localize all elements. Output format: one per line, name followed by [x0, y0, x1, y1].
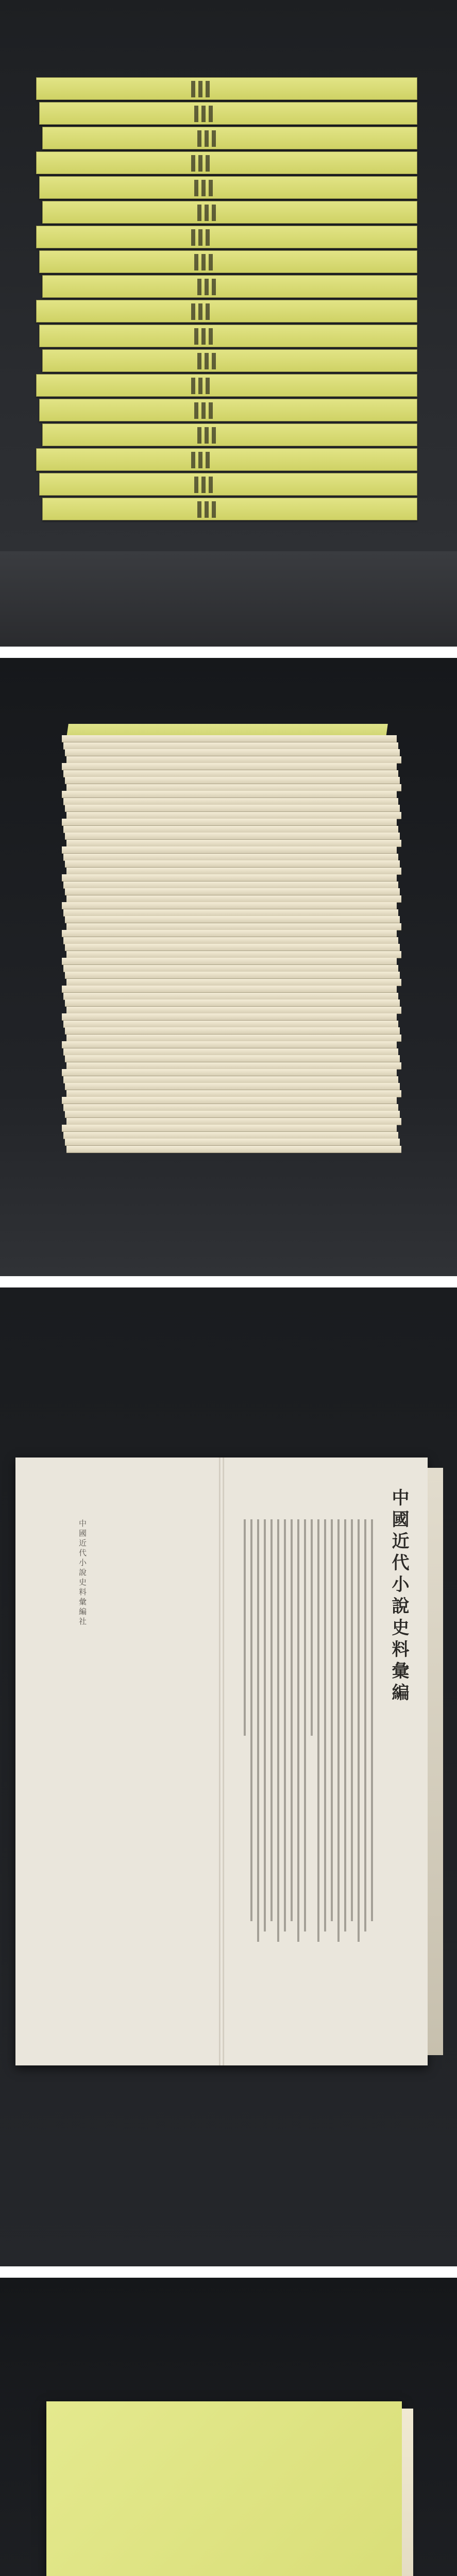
book-spine [36, 374, 417, 397]
text-line [291, 1519, 293, 1921]
spine-label [198, 378, 202, 394]
spine-label [205, 427, 209, 444]
page-edge-layer [62, 930, 397, 937]
spine-label [206, 452, 210, 468]
page-edge-layer [66, 1090, 401, 1097]
series-title: 中國近代小說史料彙編 [388, 1488, 409, 1705]
page-edge-layer [66, 1035, 401, 1042]
spine-label [206, 303, 210, 320]
page-edge-layer [65, 777, 400, 784]
page-edge-layer [63, 882, 398, 889]
open-book-spread [15, 1458, 428, 2065]
page-edge-layer [63, 798, 398, 805]
text-line [311, 1519, 313, 1736]
book-spine [42, 201, 417, 224]
page-edge-layer [65, 888, 400, 895]
text-line [324, 1519, 326, 1931]
spine-label [198, 81, 202, 97]
spine-label [197, 353, 201, 369]
spine-label [191, 303, 195, 320]
page-edge-layer [63, 993, 398, 1000]
spine-label [206, 229, 210, 246]
page-edge-layer [63, 826, 398, 833]
book-spine [39, 102, 417, 125]
spine-label [194, 402, 198, 419]
spine-label [201, 328, 206, 345]
spine-label [194, 328, 198, 345]
book-spine [39, 176, 417, 199]
spine-label [197, 130, 201, 147]
photo-book-stack-side [0, 658, 457, 1276]
spine-label [209, 328, 213, 345]
spine-label [206, 155, 210, 172]
spine-label [209, 106, 213, 122]
book-spine [36, 77, 417, 100]
page-edge-layer [62, 819, 397, 826]
spine-label [212, 353, 216, 369]
spine-label [198, 155, 202, 172]
spine-label [212, 279, 216, 295]
spine-label [205, 353, 209, 369]
spine-label [198, 229, 202, 246]
spine-label [201, 402, 206, 419]
page-edge-layer [66, 756, 401, 764]
spine-label [191, 378, 195, 394]
page-edge [428, 1468, 443, 2055]
photo-book-stack-spines [0, 0, 457, 647]
page-edge-layer [66, 784, 401, 791]
spine-label [197, 205, 201, 221]
spine-label [191, 81, 195, 97]
page-edge-layer [65, 805, 400, 812]
left-page-note: 中國近代小說史料彙編社 [78, 1519, 87, 1627]
page-edge-layer [63, 909, 398, 917]
page-edge-layer [62, 986, 397, 993]
text-line [317, 1519, 319, 1942]
page-edge-layer [63, 1104, 398, 1111]
spine-label [191, 452, 195, 468]
page-edge-layer [66, 840, 401, 847]
page-edge-layer [63, 1132, 398, 1139]
spine-label [201, 254, 206, 270]
page-edge-layer [65, 1111, 400, 1118]
page-edge-layer [66, 1062, 401, 1070]
spine-label [201, 477, 206, 493]
text-line [331, 1519, 333, 1921]
spine-stack [36, 77, 417, 522]
page-edge-layer [62, 763, 397, 770]
page-edge-layer [62, 791, 397, 798]
page-edge-layer [65, 1139, 400, 1146]
photo-back-cover [0, 2278, 457, 2576]
book-spine [39, 473, 417, 496]
spine-label [205, 279, 209, 295]
text-line [250, 1519, 252, 1921]
page-edge-layer [63, 937, 398, 944]
text-line [264, 1519, 266, 1931]
preface-text-block [242, 1519, 376, 1957]
text-line [297, 1519, 299, 1942]
book-spine [36, 226, 417, 248]
text-line [344, 1519, 346, 1931]
spine-label [197, 279, 201, 295]
spine-label [212, 427, 216, 444]
spine-label [194, 106, 198, 122]
spine-label [212, 130, 216, 147]
photo-divider [0, 1276, 457, 1287]
page-edge-layer [62, 1069, 397, 1076]
text-line [257, 1519, 259, 1942]
page-edge-layer [62, 1097, 397, 1104]
page-edges-stack [62, 735, 397, 1158]
book-spine [39, 399, 417, 421]
spine-label [205, 130, 209, 147]
page-edge-layer [66, 923, 401, 930]
page-edge-layer [62, 874, 397, 882]
spine-label [194, 254, 198, 270]
photo-divider [0, 647, 457, 658]
book-spine [42, 498, 417, 520]
spine-label [191, 229, 195, 246]
page-edge-layer [62, 958, 397, 965]
page-edge-layer [66, 1007, 401, 1014]
spine-label [201, 106, 206, 122]
spine-label [209, 180, 213, 196]
page-edge-layer [66, 951, 401, 958]
spine-label [194, 477, 198, 493]
page-edge-layer [63, 854, 398, 861]
page-edge-layer [65, 833, 400, 840]
page-edge-layer [65, 944, 400, 951]
spine-label [197, 427, 201, 444]
page-edge-layer [65, 860, 400, 868]
page-edge-layer [63, 742, 398, 750]
spine-label [194, 180, 198, 196]
page-edge-layer [62, 1013, 397, 1021]
back-cover [46, 2401, 402, 2576]
page-edge-layer [65, 1055, 400, 1062]
spine-label [209, 254, 213, 270]
table-surface [0, 551, 457, 647]
text-line [358, 1519, 360, 1942]
book-gutter [219, 1458, 224, 2065]
page-edge-layer [62, 735, 397, 742]
photo-open-spread [0, 1287, 457, 2266]
page-edge-layer [65, 916, 400, 923]
spine-label [206, 378, 210, 394]
page-edge-layer [62, 1041, 397, 1048]
page-edge-layer [66, 868, 401, 875]
book-spine [36, 151, 417, 174]
book-spine [42, 127, 417, 149]
spine-label [212, 501, 216, 518]
text-line [277, 1519, 279, 1942]
text-line [371, 1519, 373, 1921]
spine-label [198, 452, 202, 468]
page-edge-layer [62, 846, 397, 854]
page-edge-layer [63, 770, 398, 777]
page-edge-layer [63, 1048, 398, 1056]
text-line [284, 1519, 286, 1931]
spine-label [191, 155, 195, 172]
page-edge-layer [65, 972, 400, 979]
book-spine [42, 423, 417, 446]
spine-label [209, 402, 213, 419]
spine-label [197, 501, 201, 518]
text-line [337, 1519, 340, 1942]
book-spine [36, 448, 417, 471]
page-edge-layer [65, 749, 400, 756]
spine-label [209, 477, 213, 493]
page-edge-layer [63, 1076, 398, 1083]
page-edge-layer [65, 999, 400, 1007]
page-edge-layer [66, 1118, 401, 1125]
page-edge-layer [62, 1125, 397, 1132]
page-edge-layer [66, 812, 401, 819]
text-line [364, 1519, 366, 1931]
spine-label [206, 81, 210, 97]
book-spine [42, 349, 417, 372]
text-line [304, 1519, 306, 1931]
spine-label [205, 501, 209, 518]
spine-label [198, 303, 202, 320]
text-line [244, 1519, 246, 1736]
text-line [351, 1519, 353, 1921]
page-edge-layer [66, 979, 401, 986]
page-edge-layer [66, 895, 401, 903]
spine-label [205, 205, 209, 221]
page-edge-layer [65, 1027, 400, 1035]
spine-label [201, 180, 206, 196]
text-line [270, 1519, 273, 1921]
book-spine [39, 325, 417, 347]
spine-label [212, 205, 216, 221]
page-edge-layer [65, 1083, 400, 1090]
page-edge-layer [63, 1021, 398, 1028]
page-edge-layer [62, 902, 397, 909]
page-edge-layer [66, 1146, 401, 1153]
photo-divider [0, 2266, 457, 2278]
book-spine [39, 250, 417, 273]
page-edge [402, 2409, 413, 2576]
book-spine [36, 300, 417, 323]
book-spine [42, 275, 417, 298]
page-edge-layer [63, 965, 398, 972]
